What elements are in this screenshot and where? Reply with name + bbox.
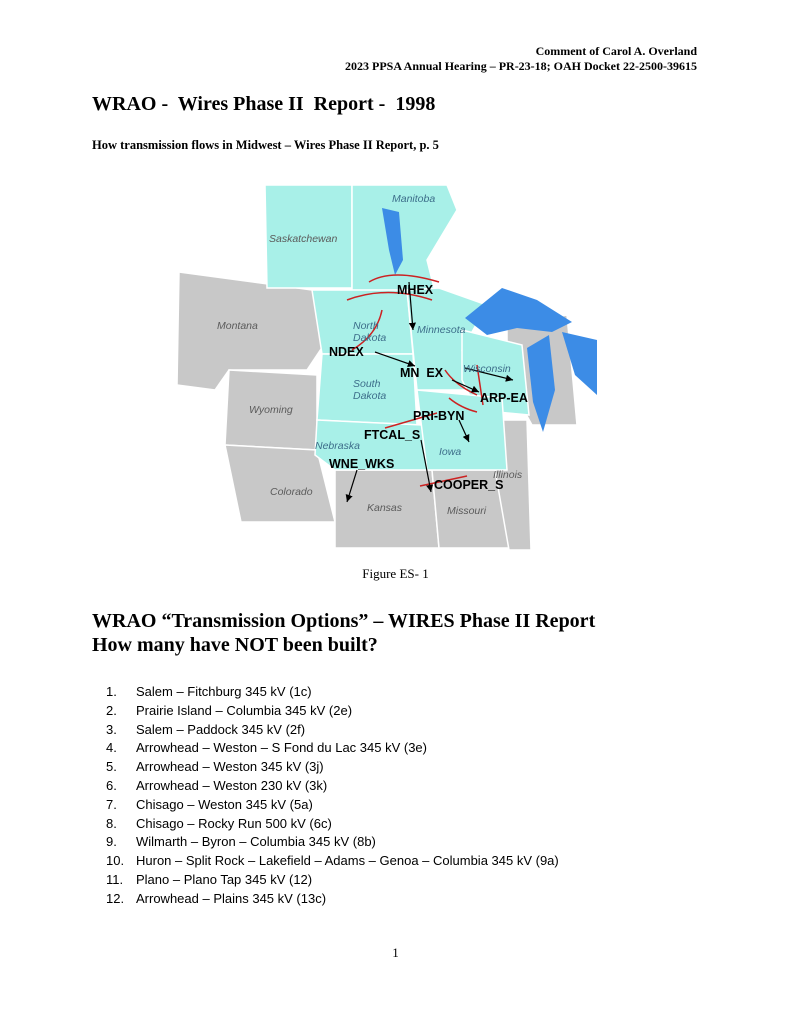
label-kansas: Kansas: [367, 502, 403, 514]
header-docket: 2023 PPSA Annual Hearing – PR-23-18; OAH Docket 22-2500-39615: [345, 59, 697, 73]
label-illinois: Illinois: [493, 469, 523, 481]
list-item: [106, 758, 559, 777]
list-item-number: 9.: [106, 834, 117, 850]
list-item-text: Prairie Island – Columbia 345 kV (2e): [136, 702, 353, 718]
list-item-number: 5.: [106, 759, 117, 775]
label-wisconsin: Wisconsin: [463, 363, 511, 375]
list-item-text: Arrowhead – Weston 230 kV (3k): [136, 777, 328, 793]
label-minnesota: Minnesota: [417, 324, 466, 336]
label-south-dakota-2: Dakota: [353, 390, 387, 402]
label-manitoba: Manitoba: [392, 193, 436, 205]
flow-label-wnewks: WNE_WKS: [329, 457, 395, 471]
list-item: [106, 721, 559, 740]
flow-label-pribyn: PRI-BYN: [413, 409, 465, 423]
list-item: [106, 852, 559, 871]
label-north-dakota-1: North: [353, 320, 379, 332]
list-item-text: Arrowhead – Plains 345 kV (13c): [136, 890, 327, 906]
list-item-text: Huron – Split Rock – Lakefield – Adams – Genoa – Columbia 345 kV (9a): [136, 853, 559, 869]
page-number: 1: [392, 945, 399, 960]
label-iowa: Iowa: [439, 446, 462, 458]
flow-label-cooper: COOPER_S: [434, 478, 504, 492]
flow-label-ndex: NDEX: [329, 345, 364, 359]
label-nebraska: Nebraska: [315, 440, 360, 452]
section2-title-line2: How many have NOT been built?: [92, 634, 378, 656]
flow-label-ftcal: FTCAL_S: [364, 428, 421, 442]
list-item-text: Wilmarth – Byron – Columbia 345 kV (8b): [136, 834, 376, 850]
section1-title: WRAO - Wires Phase II Report - 1998: [92, 93, 436, 115]
list-item-text: Chisago – Weston 345 kV (5a): [136, 796, 313, 812]
list-item: [106, 702, 559, 721]
list-item-number: 1.: [106, 684, 117, 699]
list-item-text: Plano – Plano Tap 345 kV (12): [136, 871, 313, 887]
list-item-number: 10.: [106, 853, 125, 869]
label-saskatchewan: Saskatchewan: [269, 233, 338, 245]
label-wyoming: Wyoming: [249, 404, 293, 416]
section2-title: [92, 609, 595, 657]
list-item-number: 7.: [106, 796, 117, 812]
section2-title-line1: WRAO “Transmission Options” – WIRES Phase II Report: [92, 610, 596, 632]
list-item-text: Chisago – Rocky Run 500 kV (6c): [136, 815, 332, 831]
list-item-text: Arrowhead – Weston – S Fond du Lac 345 kV (3e): [136, 740, 427, 756]
list-item-number: 6.: [106, 777, 117, 793]
label-north-dakota-2: Dakota: [353, 332, 387, 344]
list-item-number: 12.: [106, 890, 125, 906]
list-item: [106, 777, 559, 796]
list-item: [106, 683, 559, 702]
list-item-text: Salem – Fitchburg 345 kV (1c): [136, 684, 312, 699]
list-item: [106, 833, 559, 852]
list-item-text: Salem – Paddock 345 kV (2f): [136, 721, 306, 737]
section1-subtitle: How transmission flows in Midwest – Wires Phase II Report, p. 5: [92, 138, 439, 152]
document-header: [345, 44, 697, 74]
list-item: [106, 890, 559, 909]
figure-caption: Figure ES- 1: [362, 566, 429, 581]
flow-label-mnex: MN EX: [400, 366, 444, 380]
list-item: [106, 871, 559, 890]
label-montana: Montana: [217, 320, 258, 332]
list-item: [106, 796, 559, 815]
list-item-number: 11.: [106, 871, 124, 887]
transmission-options-list: [106, 683, 559, 909]
list-item-number: 3.: [106, 721, 117, 737]
label-colorado: Colorado: [270, 486, 313, 498]
flow-label-mhex: MHEX: [397, 283, 434, 297]
label-missouri: Missouri: [447, 505, 487, 517]
list-item-number: 2.: [106, 702, 117, 718]
list-item-number: 4.: [106, 740, 117, 756]
list-item: [106, 739, 559, 758]
flow-label-arpea: ARP-EA: [480, 391, 528, 405]
label-south-dakota-1: South: [353, 378, 381, 390]
header-author: Comment of Carol A. Overland: [535, 44, 697, 58]
list-item: [106, 815, 559, 834]
list-item-text: Arrowhead – Weston 345 kV (3j): [136, 759, 324, 775]
list-item-number: 8.: [106, 815, 117, 831]
midwest-transmission-map: [177, 170, 597, 570]
lake-superior-shape: [465, 288, 572, 335]
